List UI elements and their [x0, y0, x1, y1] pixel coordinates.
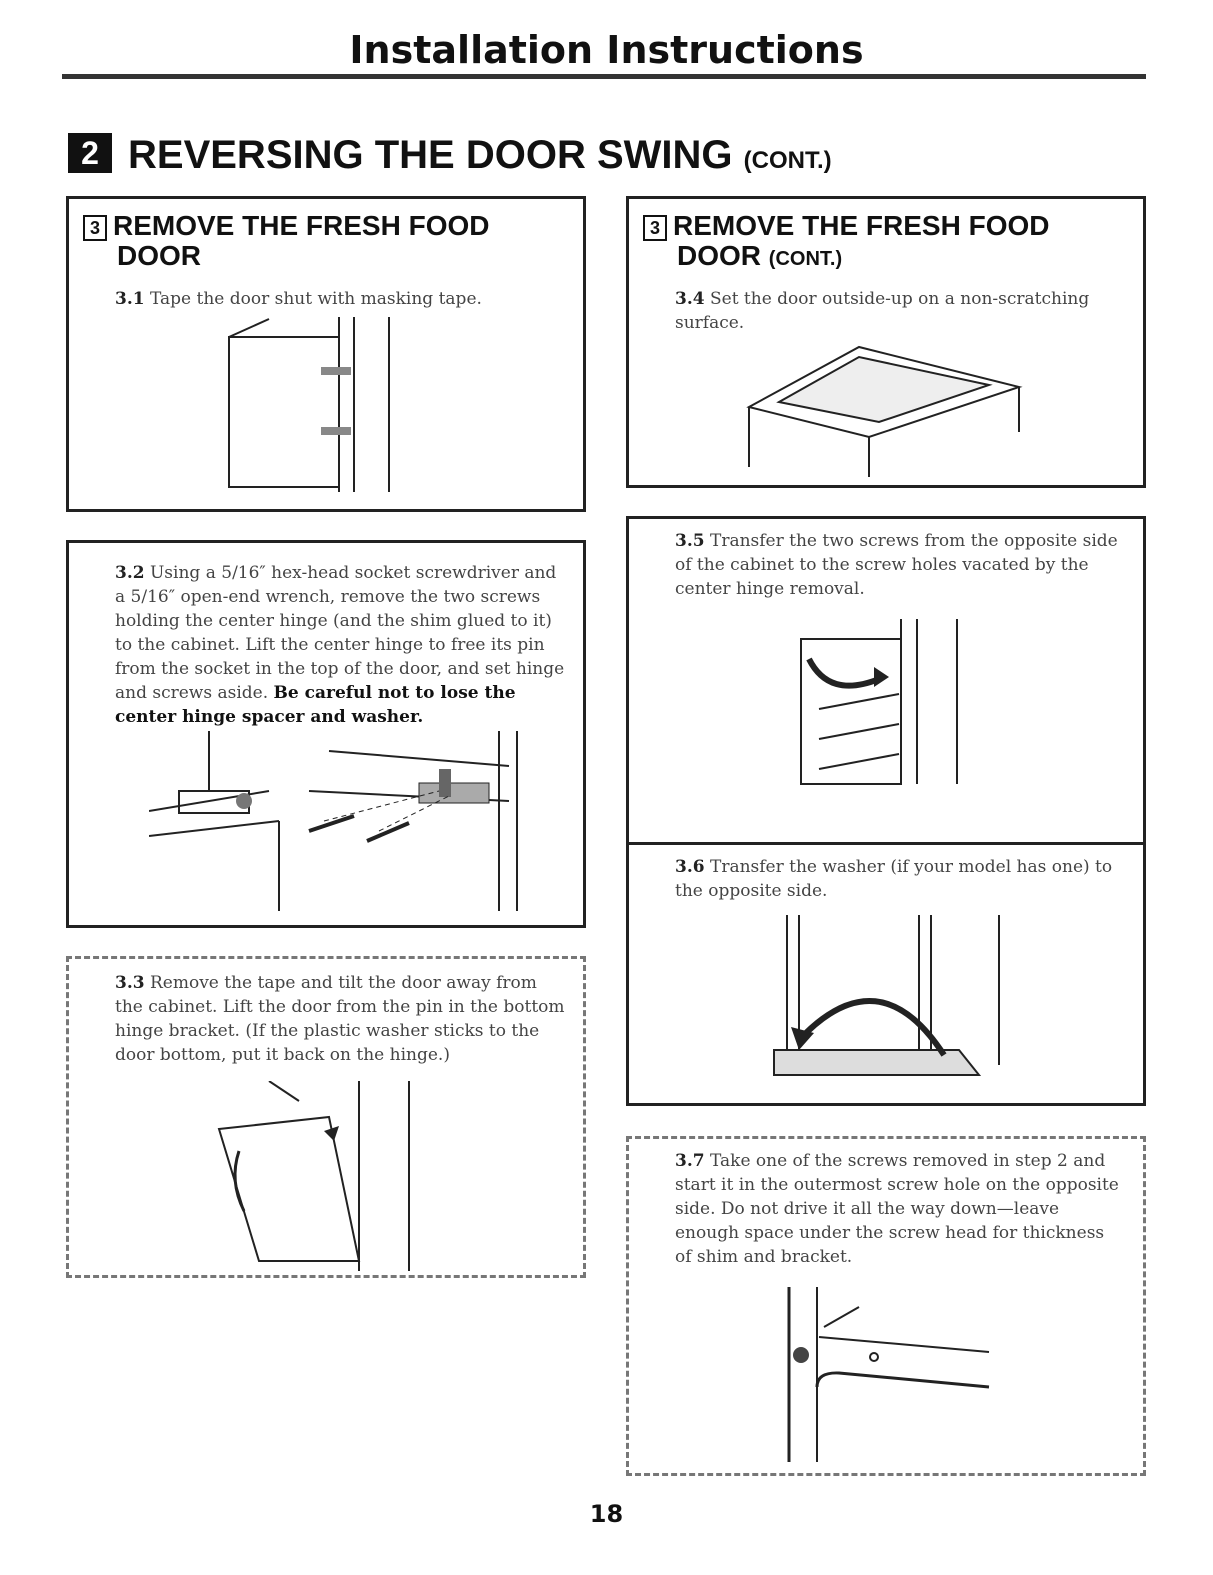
step-3-6: [675, 855, 1125, 903]
step-text: Transfer the washer (if your model has one) to the opposite side.: [675, 857, 1113, 901]
box-heading-cont: (CONT.): [768, 248, 843, 270]
door-taped-illustration: [209, 317, 429, 497]
page-number: 18: [589, 1500, 624, 1528]
step-num: 3.7: [675, 1151, 705, 1171]
step-num: 3.3: [115, 973, 145, 993]
box-heading-line2: DOOR: [677, 240, 761, 271]
step-num: 3.5: [675, 531, 705, 551]
step-text: Set the door outside-up on a non-scratching surface.: [675, 289, 1090, 333]
step-text: Transfer the two screws from the opposite side of the cabinet to the screw holes vacated by the center hinge removal.: [675, 531, 1118, 599]
screw-start-illustration: [779, 1287, 999, 1462]
step-box-3-7: [626, 1136, 1146, 1476]
step-warning: Be careful not to lose the center hinge spacer and washer.: [115, 683, 516, 727]
step-number-badge: 3: [643, 215, 667, 241]
box-heading-left: [83, 211, 489, 271]
box-heading-line1: REMOVE THE FRESH FOOD: [673, 210, 1050, 241]
step-num: 3.2: [115, 563, 145, 583]
step-text: Take one of the screws removed in step 2 and start it in the outermost screw hole on the opposite side. Do not drive it all the way down—leave enough space under the screw head for thickness of shim and bracket.: [675, 1151, 1119, 1267]
step-number-badge: 3: [83, 215, 107, 241]
box-heading-right: [643, 211, 1049, 274]
center-hinge-illustration: [149, 731, 549, 921]
step-num: 3.1: [115, 289, 145, 309]
step-3-7: [675, 1149, 1125, 1269]
step-3-2: [115, 561, 565, 729]
step-text: Tape the door shut with masking tape.: [149, 289, 482, 309]
door-outside-up-illustration: [739, 327, 1039, 477]
section-title-text: REVERSING THE DOOR SWING: [128, 133, 733, 177]
step-box-3-4: [626, 196, 1146, 488]
section-cont-label: (CONT.): [743, 147, 832, 174]
step-3-3: [115, 971, 565, 1067]
step-box-3-1: [66, 196, 586, 512]
step-3-1: [115, 287, 575, 311]
step-num: 3.6: [675, 857, 705, 877]
step-box-3-6: [626, 842, 1146, 1106]
step-box-3-3: [66, 956, 586, 1278]
page-header: Installation Instructions: [349, 28, 864, 72]
door-tilted-illustration: [209, 1081, 449, 1271]
header-rule: [62, 74, 1146, 79]
step-box-3-2: [66, 540, 586, 928]
section-title: [68, 133, 832, 178]
step-box-3-5: [626, 516, 1146, 872]
box-heading-line2: DOOR: [117, 240, 201, 271]
washer-transfer-illustration: [769, 915, 1029, 1085]
screw-transfer-illustration: [789, 619, 989, 789]
step-text: Using a 5/16″ hex-head socket screwdriver and a 5/16″ open-end wrench, remove the two screws holding the center hinge (and the shim glued to it) to the cabinet. Lift the center hinge to free its pin from the socket in the top of the door, and set hinge and screws aside.: [115, 563, 565, 703]
step-num: 3.4: [675, 289, 705, 309]
step-3-5: [675, 529, 1125, 601]
section-number-badge: 2: [68, 133, 112, 173]
step-text: Remove the tape and tilt the door away from the cabinet. Lift the door from the pin in the bottom hinge bracket. (If the plastic washer sticks to the door bottom, put it back on the hinge.): [115, 973, 565, 1065]
box-heading-line1: REMOVE THE FRESH FOOD: [113, 210, 490, 241]
